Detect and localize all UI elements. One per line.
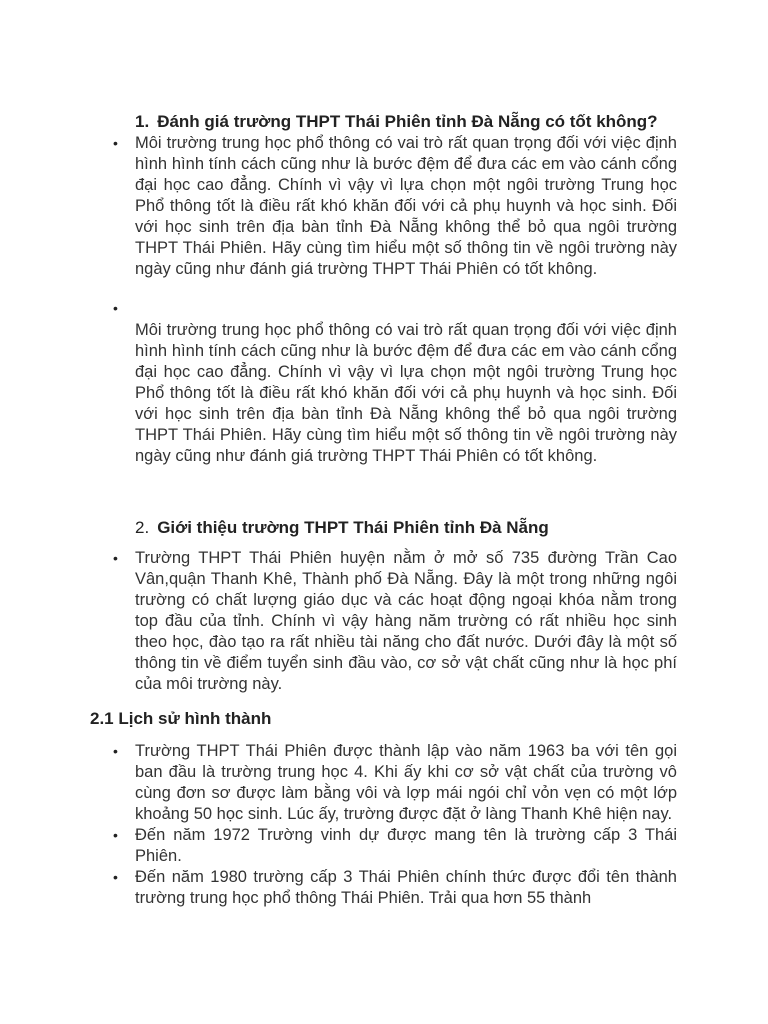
bullet-icon: • — [113, 827, 118, 843]
list-item-text: Môi trường trung học phổ thông có vai trò rất quan trọng đối với việc định hình hình tính cách cũng như là bước đệm để đưa các em vào cánh cổng đại học cao đẳng. Chính vì vậy vì lựa chọn một ngôi trường Trung học Phổ thông tốt là điều rất khó khăn đối với cả phụ huynh và học sinh. Đối với học sinh trên địa bàn tỉnh Đà Nẵng không thể bỏ qua ngôi trường THPT Thái Phiên. Hãy cùng tìm hiểu một số thông tin về ngôi trường này ngày cũng như đánh giá trường THPT Thái Phiên có tốt không. — [135, 134, 677, 278]
section-2-1-bullet-list — [0, 741, 677, 909]
list-item — [0, 133, 677, 280]
list-item — [0, 825, 677, 867]
list-item — [0, 548, 677, 695]
list-item-text: Đến năm 1980 trường cấp 3 Thái Phiên chính thức được đổi tên thành trường trung học phổ thông Thái Phiên. Trải qua hơn 55 thành — [135, 868, 677, 907]
section-1-number: 1. — [135, 112, 150, 131]
bullet-icon: • — [113, 135, 118, 151]
section-2-title: Giới thiệu trường THPT Thái Phiên tỉnh Đà Nẵng — [157, 518, 549, 537]
section-1-bullet-list — [0, 133, 677, 280]
list-item-text: Trường THPT Thái Phiên được thành lập vào năm 1963 ba với tên gọi ban đầu là trường trung học 4. Khi ấy khi cơ sở vật chất của trường vô cùng đơn sơ được làm bằng vôi và lợp mái ngói chỉ vỏn vẹn có một lớp khoảng 50 học sinh. Lúc ấy, trường được đặt ở làng Thanh Khê hiện nay. — [135, 742, 677, 823]
section-2-bullet-list — [0, 548, 677, 695]
section-2-heading — [135, 517, 549, 538]
bullet-icon: • — [113, 743, 118, 759]
section-1-heading — [135, 111, 658, 132]
section-2-1-title: Lịch sử hình thành — [118, 709, 272, 728]
section-2-number: 2. — [135, 518, 150, 537]
bullet-icon: • — [113, 550, 118, 566]
list-item — [0, 298, 677, 319]
list-item-text: Môi trường trung học phổ thông có vai trò rất quan trọng đối với việc định hình hình tính cách cũng như là bước đệm để đưa các em vào cánh cổng đại học cao đẳng. Chính vì vậy vì lựa chọn một ngôi trường Trung học Phổ thông tốt là điều rất khó khăn đối với cả phụ huynh và học sinh. Đối với học sinh trên địa bàn tỉnh Đà Nẵng không thể bỏ qua ngôi trường THPT Thái Phiên. Hãy cùng tìm hiểu một số thông tin về ngôi trường này ngày cũng như đánh giá trường THPT Thái Phiên có tốt không. — [135, 321, 677, 465]
list-item-text: Trường THPT Thái Phiên huyện nằm ở mở số 735 đường Trần Cao Vân,quận Thanh Khê, Thành phố Đà Nẵng. Đây là một trong những ngôi trường có chất lượng giáo dục và các hoạt động ngoại khóa nằm trong top đầu của tỉnh. Chính vì vậy hàng năm trường có rất nhiều học sinh theo học, đào tạo ra rất nhiều tài năng cho đất nước. Dưới đây là một số thông tin về điểm tuyển sinh đầu vào, cơ sở vật chất cũng như là học phí của môi trường này. — [135, 549, 677, 693]
section-2-1-number: 2.1 — [90, 709, 114, 728]
section-1-bullet-list-2 — [0, 298, 677, 467]
bullet-icon: • — [113, 869, 118, 885]
list-item-text: Đến năm 1972 Trường vinh dự được mang tên là trường cấp 3 Thái Phiên. — [135, 826, 677, 865]
list-item — [0, 741, 677, 825]
section-2-1-heading — [90, 708, 271, 729]
list-item — [0, 867, 677, 909]
bullet-icon: • — [113, 300, 118, 316]
list-item — [0, 320, 677, 467]
section-1-title: Đánh giá trường THPT Thái Phiên tỉnh Đà Nẵng có tốt không? — [157, 112, 658, 131]
